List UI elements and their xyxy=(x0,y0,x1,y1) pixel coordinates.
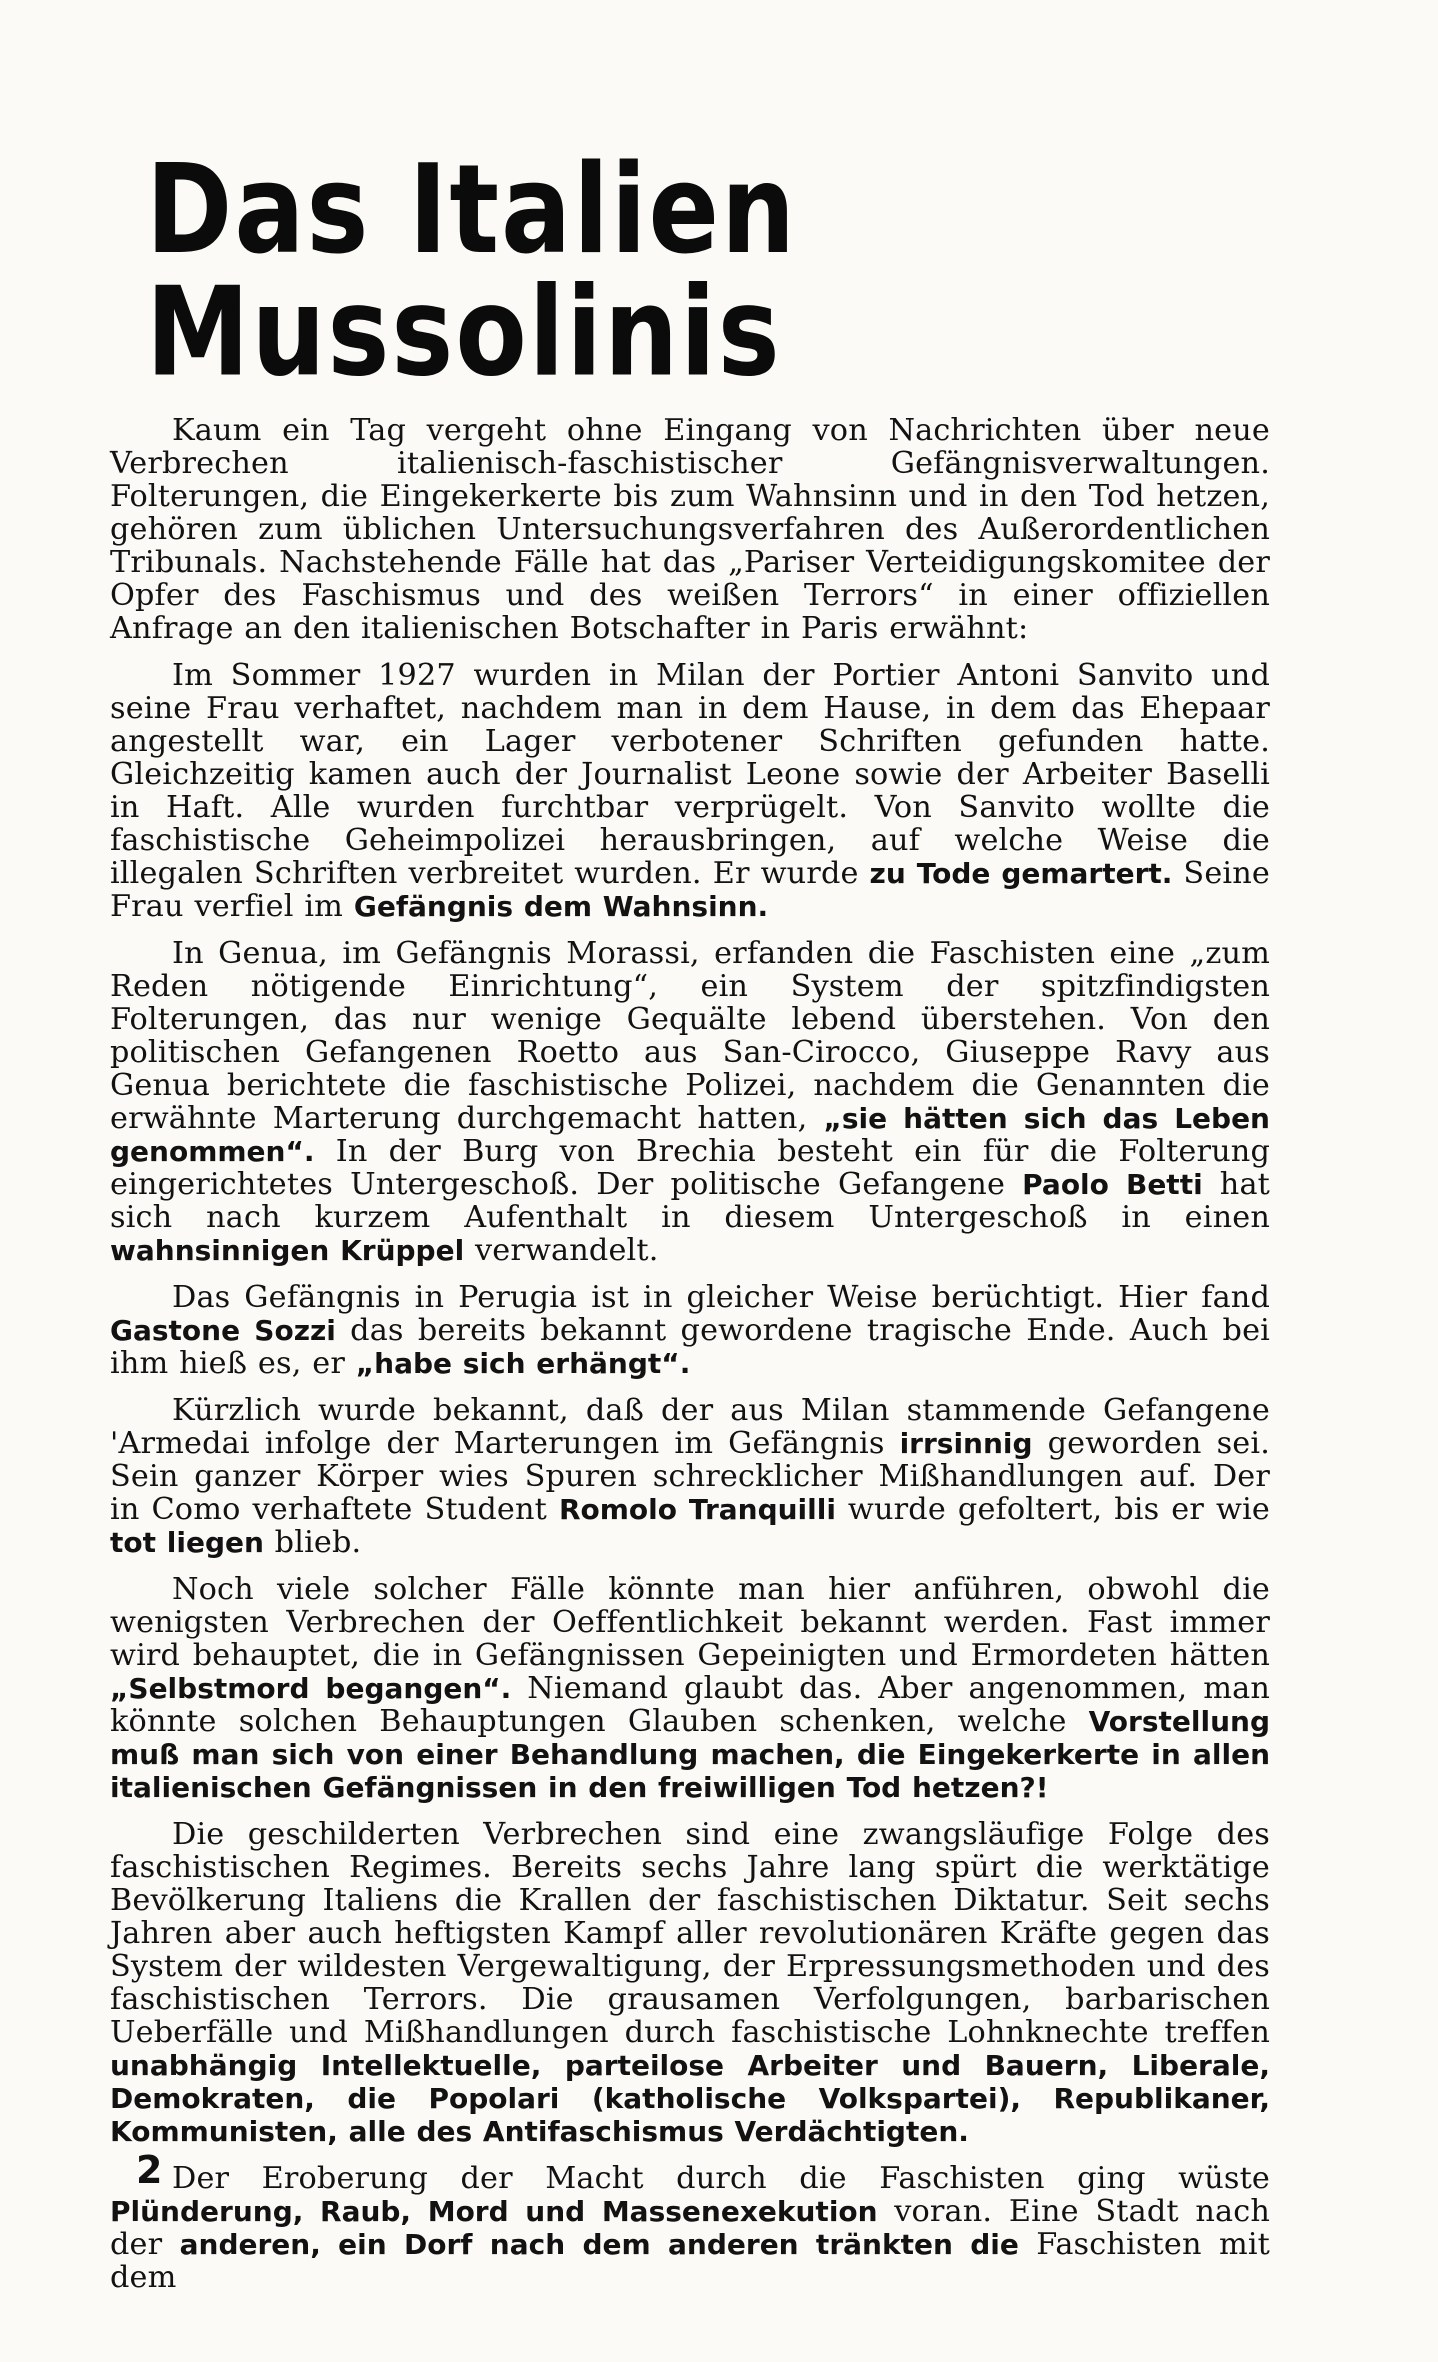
text-run: Niemand glaubt das. Aber angenommen, man könnte solchen Behauptungen Glauben schenken, welche xyxy=(110,1671,1271,1739)
emphasized-text: „Selbstmord begangen“. xyxy=(110,1672,512,1705)
text-run: Faschisten mit dem xyxy=(110,2227,1271,2295)
emphasized-text: tot liegen xyxy=(110,1526,264,1559)
text-run: Der Eroberung der Macht durch die Faschisten ging wüste xyxy=(172,2161,1270,2196)
article-title: Das Italien Mussolinis xyxy=(146,137,798,405)
article-body xyxy=(110,414,1270,2294)
paragraph xyxy=(110,1818,1270,2148)
text-run: Die geschilderten Verbrechen sind eine zwangsläufige Folge des faschistischen Regimes. Bereits sechs Jahre lang spürt die werktätige Bevölkerung Italiens die Krallen der faschistischen Diktatur. Seit sechs Jahren aber auch heftigsten Kampf aller revolutionären Kräfte gegen das System der wildesten Vergewaltigung, der Erpressungsmethoden und des faschistischen Terrors. Die grausamen Verfolgungen, barbarischen Ueberfälle und Mißhandlungen durch faschistische Lohnknechte treffen xyxy=(110,1817,1270,2050)
emphasized-text: wahnsinnigen Krüppel xyxy=(110,1234,465,1267)
text-run: geworden sei. Sein ganzer Körper wies Spuren schrecklicher Mißhandlungen auf. Der in Como verhaftete Student xyxy=(110,1426,1271,1527)
text-run: Noch viele solcher Fälle könnte man hier anführen, obwohl die wenigsten Verbrechen der Oeffentlichkeit bekannt werden. Fast immer wird behauptet, die in Gefängnissen Gepeinigten und Ermordeten hätten xyxy=(110,1572,1270,1673)
text-run: voran. Eine Stadt nach der xyxy=(110,2194,1270,2262)
text-run: verwandelt. xyxy=(464,1233,659,1268)
text-run: Im Sommer 1927 wurden in Milan der Portier Antoni Sanvito und seine Frau verhaftet, nachdem man in dem Hause, in dem das Ehepaar angestellt war, ein Lager verbotener Schriften gefunden hatte. Gleichzeitig kamen auch der Journalist Leone sowie der Arbeiter Baselli in Haft. Alle wurden furchtbar verprügelt. Von Sanvito wollte die faschistische Geheimpolizei herausbringen, auf welche Weise die illegalen Schriften verbreitet wurden. Er wurde xyxy=(110,658,1270,891)
paragraph xyxy=(110,2162,1270,2294)
text-run: Kaum ein Tag vergeht ohne Eingang von Nachrichten über neue Verbrechen italienisch-faschistischer Gefängnisverwaltungen. Folterungen, die Eingekerkerte bis zum Wahnsinn und in den Tod hetzen, gehören zum üblichen Untersuchungsverfahren des Außerordentlichen Tribunals. Nachstehende Fälle hat das „Pariser Verteidigungskomitee der Opfer des Faschismus und des weißen Terrors“ in einer offiziellen Anfrage an den italienischen Botschafter in Paris erwähnt: xyxy=(110,413,1270,646)
emphasized-text: Vorstellung muß man sich von einer Behandlung machen, die Eingekerkerte in allen italienischen Gefängnissen in den freiwilligen Tod hetzen?! xyxy=(110,1705,1270,1804)
emphasized-text: anderen, ein Dorf nach dem anderen tränkten die xyxy=(179,2228,1019,2261)
emphasized-text: Gefängnis dem Wahnsinn. xyxy=(353,890,769,923)
paragraph xyxy=(110,1281,1270,1380)
text-run: hat sich nach kurzem Aufenthalt in diesem Untergeschoß in einen xyxy=(110,1167,1271,1235)
text-run: Das Gefängnis in Perugia ist in gleicher Weise berüchtigt. Hier fand xyxy=(172,1280,1270,1315)
emphasized-text: Paolo Betti xyxy=(1022,1168,1203,1201)
emphasized-text: Plünderung, Raub, Mord und Massenexekution xyxy=(110,2195,878,2228)
paragraph xyxy=(110,1573,1270,1804)
page-number: 2 xyxy=(136,2148,163,2192)
text-run: In Genua, im Gefängnis Morassi, erfanden die Faschisten eine „zum Reden nötigende Einrichtung“, ein System der spitzfindigsten Folterungen, das nur wenige Gequälte lebend überstehen. Von den politischen Gefangenen Roetto aus San-Cirocco, Giuseppe Ravy aus Genua berichtete die faschistische Polizei, nachdem die Genannten die erwähnte Marterung durchgemacht hatten, xyxy=(110,936,1270,1136)
emphasized-text: „sie hätten sich das Leben genommen“. xyxy=(110,1102,1270,1168)
text-run: wurde gefoltert, bis er wie xyxy=(835,1492,1270,1527)
page xyxy=(110,130,1270,2308)
emphasized-text: Romolo Tranquilli xyxy=(558,1493,836,1526)
emphasized-text: „habe sich erhängt“. xyxy=(355,1347,691,1380)
emphasized-text: irrsinnig xyxy=(899,1427,1033,1460)
text-run: blieb. xyxy=(263,1525,362,1560)
text-run: das bereits bekannt gewordene tragische Ende. Auch bei ihm hieß es, er xyxy=(110,1313,1270,1381)
emphasized-text: Gastone Sozzi xyxy=(110,1314,336,1347)
emphasized-text: unabhängig Intellektuelle, parteilose Arbeiter und Bauern, Liberale, Demokraten, die Popolari (katholische Volkspartei), Republikaner, Kommunisten, alle des Antifaschismus Verdächtigten. xyxy=(110,2049,1270,2148)
paragraph xyxy=(110,1394,1270,1559)
paragraph xyxy=(110,659,1270,923)
text-run: In der Burg von Brechia besteht ein für die Folterung eingerichtetes Untergeschoß. Der politische Gefangene xyxy=(110,1134,1270,1202)
paragraph xyxy=(110,414,1270,645)
text-run: Seine Frau verfiel im xyxy=(110,856,1270,924)
emphasized-text: zu Tode gemartert. xyxy=(869,857,1173,890)
text-run: Kürzlich wurde bekannt, daß der aus Milan stammende Gefangene 'Armedai infolge der Marterungen im Gefängnis xyxy=(110,1393,1270,1461)
paragraph xyxy=(110,937,1270,1267)
